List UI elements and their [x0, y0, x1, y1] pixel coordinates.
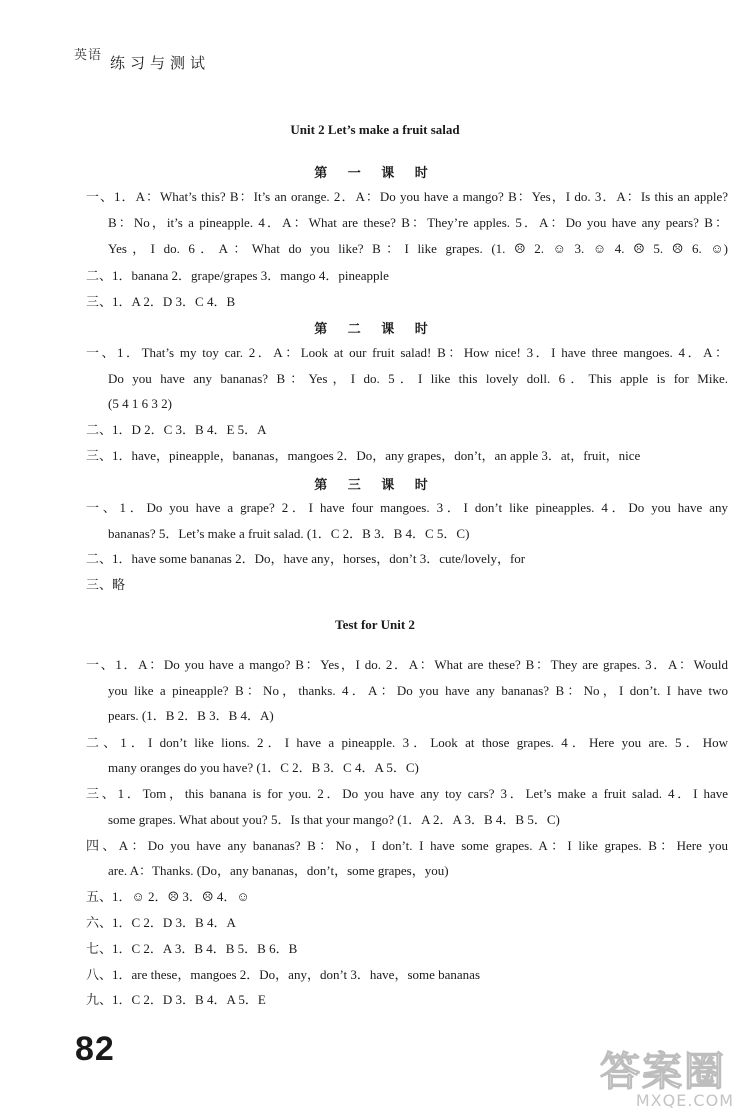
answer-line: 一、1．A：What’s this? B：It’s an orange. 2．A：Do you have a mango? B：Yes，I do. 3．A：Is this an apple?: [86, 189, 728, 204]
unit-title: Unit 2 Let’s make a fruit salad: [290, 122, 460, 137]
answer-line: Do you have any bananas? B：Yes，I do. 5．I like this lovely doll. 6．This apple is for Mike.: [108, 371, 728, 386]
answer-line: 二、1．have some bananas 2．Do，have any，horses，don’t 3．cute/lovely，for: [86, 551, 526, 566]
answer-line: 九、1．C 2．D 3．B 4．A 5．E: [86, 992, 266, 1007]
page-number: 82: [75, 1030, 115, 1068]
answer-line: 四、A：Do you have any bananas? B：No，I don’t. I have some grapes. A：I like grapes. B：Here you: [86, 838, 728, 853]
answer-line: some grapes. What about you? 5．Is that your mango? (1．A 2．A 3．B 4．B 5．C): [108, 812, 560, 827]
answer-line: 一、1．That’s my toy car. 2．A：Look at our fruit salad! B：How nice! 3．I have three mangoes. 4．A：: [86, 345, 728, 360]
answer-line: 五、1．☺ 2．☹ 3．☹ 4．☺: [86, 889, 250, 904]
watermark: [576, 1040, 736, 1110]
subject-label: 英语: [74, 48, 103, 63]
answer-line: 一、1．Do you have a grape? 2．I have four mangoes. 3．I don’t like pineapples. 4．Do you have any: [86, 500, 728, 515]
test-title: Test for Unit 2: [335, 617, 415, 632]
answer-line: pears. (1．B 2．B 3．B 4．A): [108, 708, 274, 723]
answer-line: you like a pineapple? B：No，thanks. 4．A：Do you have any bananas? B：No，I don’t. I have two: [108, 683, 728, 698]
answer-line: 三、1．A 2．D 3．C 4．B: [86, 294, 236, 309]
answer-line: Yes，I do. 6．A：What do you like? B：I like grapes. (1. ☹ 2. ☺ 3. ☺ 4. ☹ 5. ☹ 6. ☺): [108, 241, 728, 256]
answer-line: 二、1．I don’t like lions. 2．I have a pineapple. 3．Look at those grapes. 4．Here you are. 5．How: [86, 735, 728, 750]
answer-line: bananas? 5．Let’s make a fruit salad. (1．C 2．B 3．B 4．C 5．C): [108, 526, 470, 541]
section-lesson-1: 第 一 课 时: [314, 166, 436, 181]
answer-line: B：No，it’s a pineapple. 4．A：What are these? B：They’re apples. 5．A：Do you have any pears? B：: [108, 215, 728, 230]
answer-line: many oranges do you have? (1．C 2．B 3．C 4．A 5．C): [108, 760, 419, 775]
page-header: [74, 44, 211, 72]
answer-line: 二、1．banana 2．grape/grapes 3．mango 4．pineapple: [86, 268, 389, 283]
section-lesson-2: 第 二 课 时: [314, 322, 436, 337]
answer-line: 三、1．have，pineapple，bananas，mangoes 2．Do，any grapes，don’t，an apple 3．at，fruit，nice: [86, 448, 641, 463]
answer-line: are. A：Thanks. (Do，any bananas，don’t，some grapes，you): [108, 863, 449, 878]
watermark-url: MXQE.COM: [635, 1091, 734, 1110]
answer-line: 八、1．are these，mangoes 2．Do，any，don’t 3．have，some bananas: [86, 967, 481, 982]
answer-line: 三、1．Tom，this banana is for you. 2．Do you have any toy cars? 3．Let’s make a fruit salad. 4．I have: [86, 786, 728, 801]
answer-line: 一、1．A：Do you have a mango? B：Yes，I do. 2．A：What are these? B：They are grapes. 3．A：Would: [86, 657, 728, 672]
section-lesson-3: 第 三 课 时: [314, 478, 436, 493]
answer-line: 七、1．C 2．A 3．B 4．B 5．B 6．B: [86, 941, 298, 956]
book-title: 练习与测试: [110, 54, 211, 72]
answer-line: 六、1．C 2．D 3．B 4．A: [86, 915, 236, 930]
watermark-logo: 答案圈: [600, 1049, 726, 1095]
answer-line: (5 4 1 6 3 2): [108, 396, 172, 411]
answer-line: 二、1．D 2．C 3．B 4．E 5．A: [86, 422, 267, 437]
answer-line: 三、略: [86, 577, 126, 592]
